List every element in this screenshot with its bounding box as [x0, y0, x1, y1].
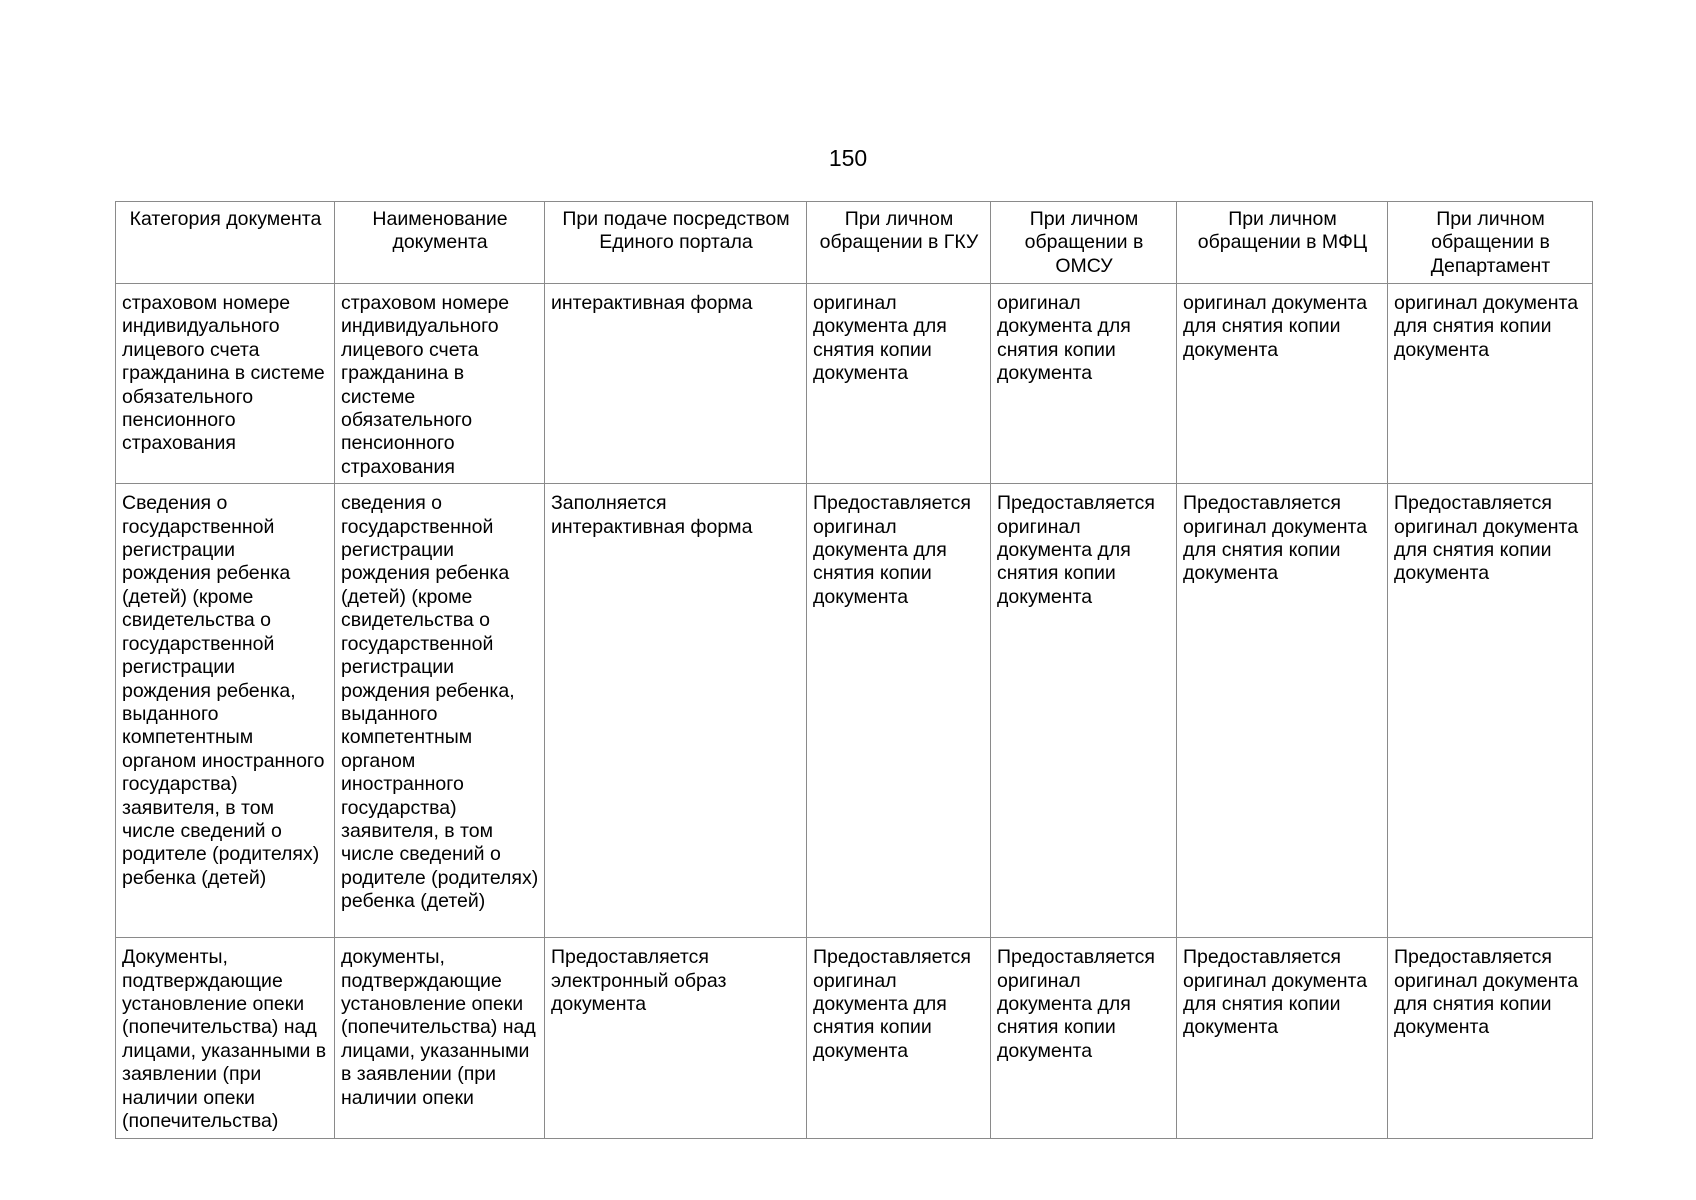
table-cell: Предоставляется оригинал документа для снятия копии документа: [1177, 938, 1388, 1138]
table-cell: Предоставляется оригинал документа для снятия копии документа: [1388, 938, 1593, 1138]
table-cell: Заполняется интерактивная форма: [545, 484, 807, 938]
table-cell: оригинал документа для снятия копии документа: [1388, 284, 1593, 484]
header-cell-gku: При личном обращении в ГКУ: [807, 202, 991, 284]
table-cell: Документы, подтверждающие установление опеки (попечительства) над лицами, указанными в заявлении (при наличии опеки (попечительства): [116, 938, 335, 1138]
table-cell: страховом номере индивидуального лицевого счета гражданина в системе обязательного пенсионного страхования: [335, 284, 545, 484]
documents-table: [115, 201, 1593, 1139]
header-cell-omsu: При личном обращении в ОМСУ: [991, 202, 1177, 284]
header-cell-mfc: При личном обращении в МФЦ: [1177, 202, 1388, 284]
table-cell: Сведения о государственной регистрации рождения ребенка (детей) (кроме свидетельства о государственной регистрации рождения ребенка, выданного компетентным органом иностранного государства) заявителя, в том числе сведений о родителе (родителях) ребенка (детей): [116, 484, 335, 938]
table-cell: оригинал документа для снятия копии документа: [1177, 284, 1388, 484]
table-cell: Предоставляется оригинал документа для снятия копии документа: [991, 484, 1177, 938]
table-cell: Предоставляется электронный образ документа: [545, 938, 807, 1138]
header-cell-document-name: Наименование документа: [335, 202, 545, 284]
table-cell: сведения о государственной регистрации рождения ребенка (детей) (кроме свидетельства о государственной регистрации рождения ребенка, выданного компетентным органом иностранного государства) заявителя, в том числе сведений о родителе (родителях) ребенка (детей): [335, 484, 545, 938]
table-cell: документы, подтверждающие установление опеки (попечительства) над лицами, указанными в заявлении (при наличии опеки: [335, 938, 545, 1138]
table-cell: оригинал документа для снятия копии документа: [991, 284, 1177, 484]
header-cell-department: При личном обращении в Департамент: [1388, 202, 1593, 284]
table-row: [116, 938, 1593, 1138]
table-header-row: [116, 202, 1593, 284]
table-cell: интерактивная форма: [545, 284, 807, 484]
table-row: [116, 484, 1593, 938]
table-cell: Предоставляется оригинал документа для снятия копии документа: [807, 938, 991, 1138]
header-cell-unified-portal: При подаче посредством Единого портала: [545, 202, 807, 284]
page-number: 150: [828, 145, 868, 171]
table-row: [116, 284, 1593, 484]
table-cell: Предоставляется оригинал документа для снятия копии документа: [807, 484, 991, 938]
table-cell: Предоставляется оригинал документа для снятия копии документа: [1177, 484, 1388, 938]
header-cell-category: Категория документа: [116, 202, 335, 284]
table-cell: Предоставляется оригинал документа для снятия копии документа: [991, 938, 1177, 1138]
table-cell: оригинал документа для снятия копии документа: [807, 284, 991, 484]
table-cell: страховом номере индивидуального лицевого счета гражданина в системе обязательного пенсионного страхования: [116, 284, 335, 484]
table-cell: Предоставляется оригинал документа для снятия копии документа: [1388, 484, 1593, 938]
